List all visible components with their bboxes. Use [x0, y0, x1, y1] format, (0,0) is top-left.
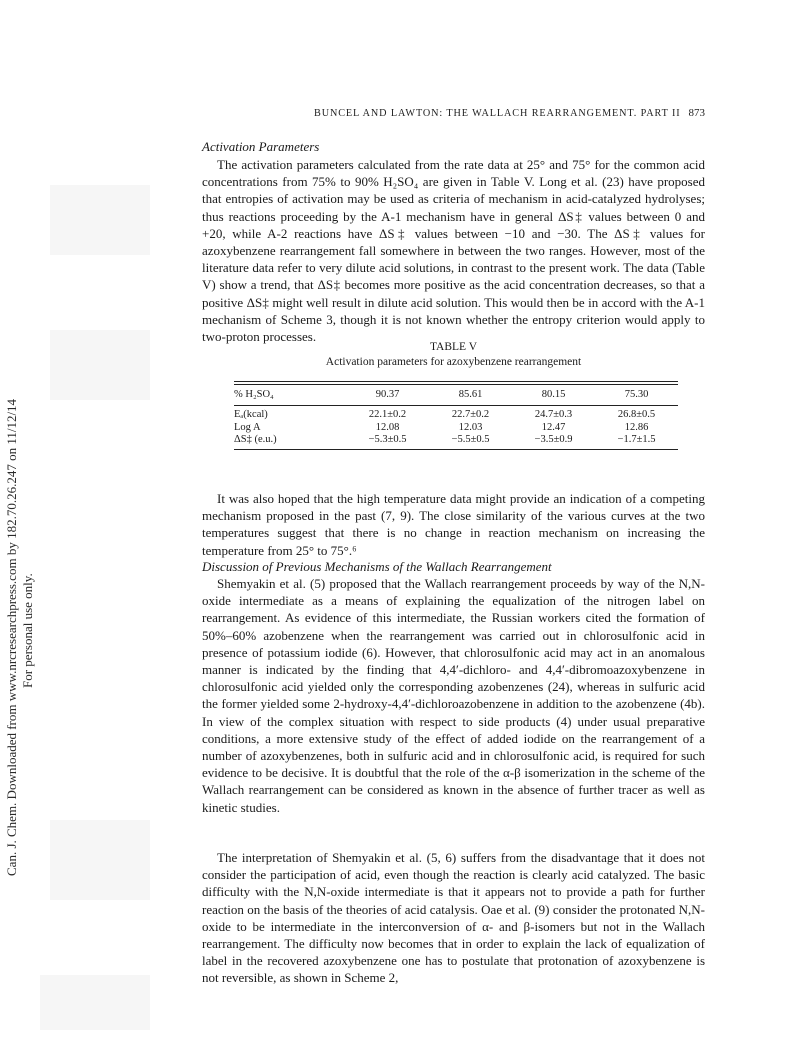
table-cell: 12.86 [624, 421, 649, 433]
paragraph-high-temperature: It was also hoped that the high temperature data might provide an indication of a competing mechanism proposed in the past (7, 9). The close similarity of the various curves at the two temperatures suggest that there is no change in reaction mechanism on increasing the temperature from 25° to 75°.⁶ [202, 491, 705, 558]
section-heading-discussion: Discussion of Previous Mechanisms of the Wallach Rearrangement [202, 559, 552, 574]
scan-artifact [40, 975, 150, 1030]
table-cell: 26.8±0.5 [617, 409, 656, 420]
table-header-cell: 75.30 [624, 389, 649, 400]
download-note-line-1: Can. J. Chem. Downloaded from www.nrcresearchpress.com by 182.70.26.247 on 11/12/14 [4, 398, 19, 876]
table-header-cell: 80.15 [541, 389, 566, 400]
table-cell: −5.3±0.5 [368, 434, 407, 445]
table-cell: Eₐ(kcal) [234, 409, 268, 420]
table-cell: −1.7±1.5 [617, 434, 656, 445]
table-cell: −5.5±0.5 [451, 434, 490, 445]
scan-artifact [50, 330, 150, 400]
activation-table [234, 381, 678, 450]
table-row [234, 434, 678, 449]
table-label: TABLE V [429, 341, 478, 353]
paragraph-activation: The activation parameters calculated from the rate data at 25° and 75° for the common acid concentrations from 75% to 90% H₂SO₄ are given in Table V. Long et al. (23) have proposed that entropies of activation may be used as criteria of mechanism in acid-catalyzed hydrolyses; thus reactions proceeding by the A-1 mechanism have in general ΔS‡ values between 0 and +20, while A-2 reactions have ΔS‡ values between −10 and −30. The ΔS‡ values for azoxybenzene rearrangement fall somewhere in between the two ranges. However, most of the literature data refer to very dilute acid solutions, in contrast to the present work. The data (Table V) show a trend, that ΔS‡ becomes more positive as the acid concentration decreases, so that a positive ΔS‡ might well result in dilute acid solution. This would then be in accord with the A-1 mechanism of Scheme 3, though it is not known whether the entropy criterion would apply to two-proton processes. [202, 157, 705, 345]
table-cell: 12.08 [375, 421, 400, 433]
table-cell: Log A [234, 421, 261, 433]
table-cell: −3.5±0.9 [534, 434, 573, 445]
table-header-row [234, 385, 678, 405]
section-heading-activation: Activation Parameters [202, 139, 320, 154]
table-bottom-rule [234, 449, 678, 450]
scan-artifact [50, 185, 150, 255]
table-cell: ΔS‡ (e.u.) [234, 434, 277, 445]
table-title: Activation parameters for azoxybenzene rearrangement [325, 356, 582, 368]
table-header-cell: 85.61 [458, 389, 483, 400]
download-note-line-2: For personal use only. [20, 573, 35, 688]
paragraph-shemyakin: Shemyakin et al. (5) proposed that the Wallach rearrangement proceeds by way of the N,N-oxide intermediate as a means of explaining the equalization of the nitrogen label on rearrangement. As evidence of this intermediate, the Russian workers cited the formation of 50%–60% azobenzene when the rearrangement was carried out in chlorosulfonic acid in presence of potassium iodide (6). However, that chlorosulfonic acid may act in an anomalous manner is indicated by the finding that 4,4′-dichloro- and 4,4′-dibromoazoxybenzene in chlorosulfonic acid yielded only the corresponding azobenzenes (24), whereas in sulfuric acid the former yielded some 2-hydroxy-4,4′-dichloroazobenzene in addition to the azobenzene (4b). In view of the complex situation with respect to side products (4) under usual preparative conditions, a more extensive study of the effect of added iodide on the rearrangement of a number of azoxybenzenes, both in sulfuric acid and in chlorosulfonic acid, is required for such evidence to be decisive. It is doubtful that the role of the α-β isomerization in the scheme of the Wallach rearrangement can be considered as known in the absence of further tracer as well as kinetic studies. [202, 576, 705, 815]
running-title: BUNCEL AND LAWTON: THE WALLACH REARRANGEMENT. PART II [314, 108, 681, 119]
table-header-cell: % H₂SO₄ [234, 389, 274, 400]
table-row [234, 422, 678, 435]
table-cell: 24.7±0.3 [534, 409, 573, 420]
table-cell: 12.03 [458, 421, 483, 433]
table-cell: 22.7±0.2 [451, 409, 490, 420]
page-number: 873 [688, 107, 705, 119]
download-watermark [0, 240, 46, 876]
table-caption [202, 340, 705, 370]
table-cell: 22.1±0.2 [368, 409, 407, 420]
paragraph-interpretation: The interpretation of Shemyakin et al. (5, 6) suffers from the disadvantage that it does not consider the participation of acid, even though the reaction is clearly acid catalyzed. The basic difficulty with the N,N-oxide intermediate is that it appears not to provide a path for further reaction on the basis of the theories of acid catalysis. Oae et al. (9) consider the protonated N,N-oxide to be intermediate in the interconversion of α- and β-isomers but not in the Wallach rearrangement. The difficulty now becomes that in order to explain the lack of equalization of label in the recovered azoxybenzene one has to postulate that protonation of azoxybenzene is not reversible, as shown in Scheme 2, [202, 850, 705, 986]
table-row [234, 406, 678, 422]
scan-artifact [50, 820, 150, 900]
table-header-cell: 90.37 [375, 389, 400, 400]
running-header [202, 104, 705, 120]
table-cell: 12.47 [541, 421, 566, 433]
